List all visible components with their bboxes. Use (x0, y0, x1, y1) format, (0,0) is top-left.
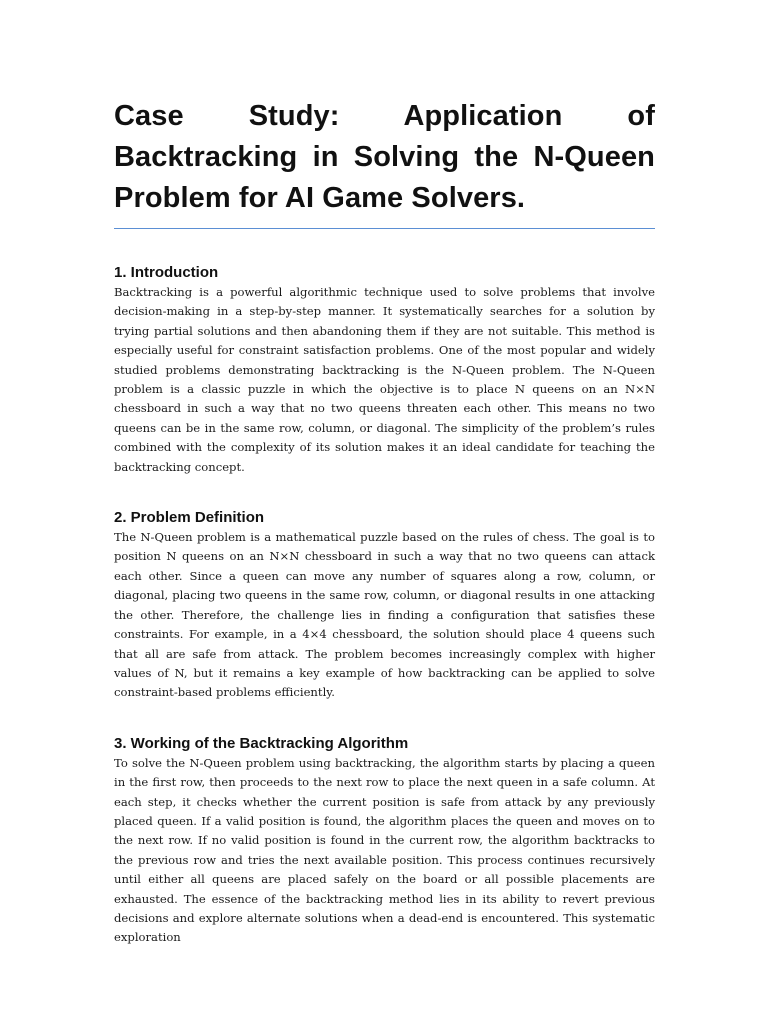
section-paragraph: The N-Queen problem is a mathematical puzzle based on the rules of chess. The goal is to position N queens on an N×N chessboard in such a way that no two queens can attack each other. Since a queen can move any number of squares along a row, column, or diagonal, placing two queens in the same row, column, or diagonal results in one attacking the other. Therefore, the challenge lies in finding a configuration that satisfies these constraints. For example, in a 4×4 chessboard, the solution should place 4 queens such that all are safe from attack. The problem becomes increasingly complex with higher values of N, but it remains a key example of how backtracking can be applied to solve constraint-based problems efficiently. (114, 530, 655, 700)
section-heading: 2. Problem Definition (114, 509, 265, 527)
section-problem-definition (114, 508, 655, 703)
title-divider (114, 228, 655, 229)
section-heading: 3. Working of the Backtracking Algorithm (114, 734, 409, 752)
document-content (114, 96, 655, 948)
section-heading: 1. Introduction (114, 264, 219, 281)
section-introduction (114, 263, 655, 477)
section-backtracking-algorithm (114, 734, 655, 948)
section-paragraph: To solve the N-Queen problem using backtracking, the algorithm starts by placing a queen in the first row, then proceeds to the next row to place the next queen in a safe column. At each step, it checks whether the current position is safe from attack by any previously placed queen. If a valid position is found, the algorithm places the queen and moves on to the next row. If no valid position is found in the current row, the algorithm backtracks to the previous row and tries the next available position. This process continues recursively until either all queens are placed safely on the board or all possible placements are exhausted. The essence of the backtracking method lies in its ability to revert previous decisions and explore alternate solutions when a dead-end is encountered. This systematic exploration (114, 755, 655, 945)
section-paragraph: Backtracking is a powerful algorithmic technique used to solve problems that involve decision-making in a step-by-step manner. It systematically searches for a solution by trying partial solutions and then abandoning them if they are not suitable. This method is especially useful for constraint satisfaction problems. One of the most popular and widely studied problems demonstrating backtracking is the N-Queen problem. The N-Queen problem is a classic puzzle in which the objective is to place N queens on an N×N chessboard in such a way that no two queens threaten each other. This means no two queens can be in the same row, column, or diagonal. The simplicity of the problem’s rules combined with the complexity of its solution makes it an ideal candidate for teaching the backtracking concept. (114, 285, 655, 474)
document-title: Case Study: Application of Backtracking in Solving the N-Queen Problem for AI Game Solvers. (114, 100, 655, 214)
